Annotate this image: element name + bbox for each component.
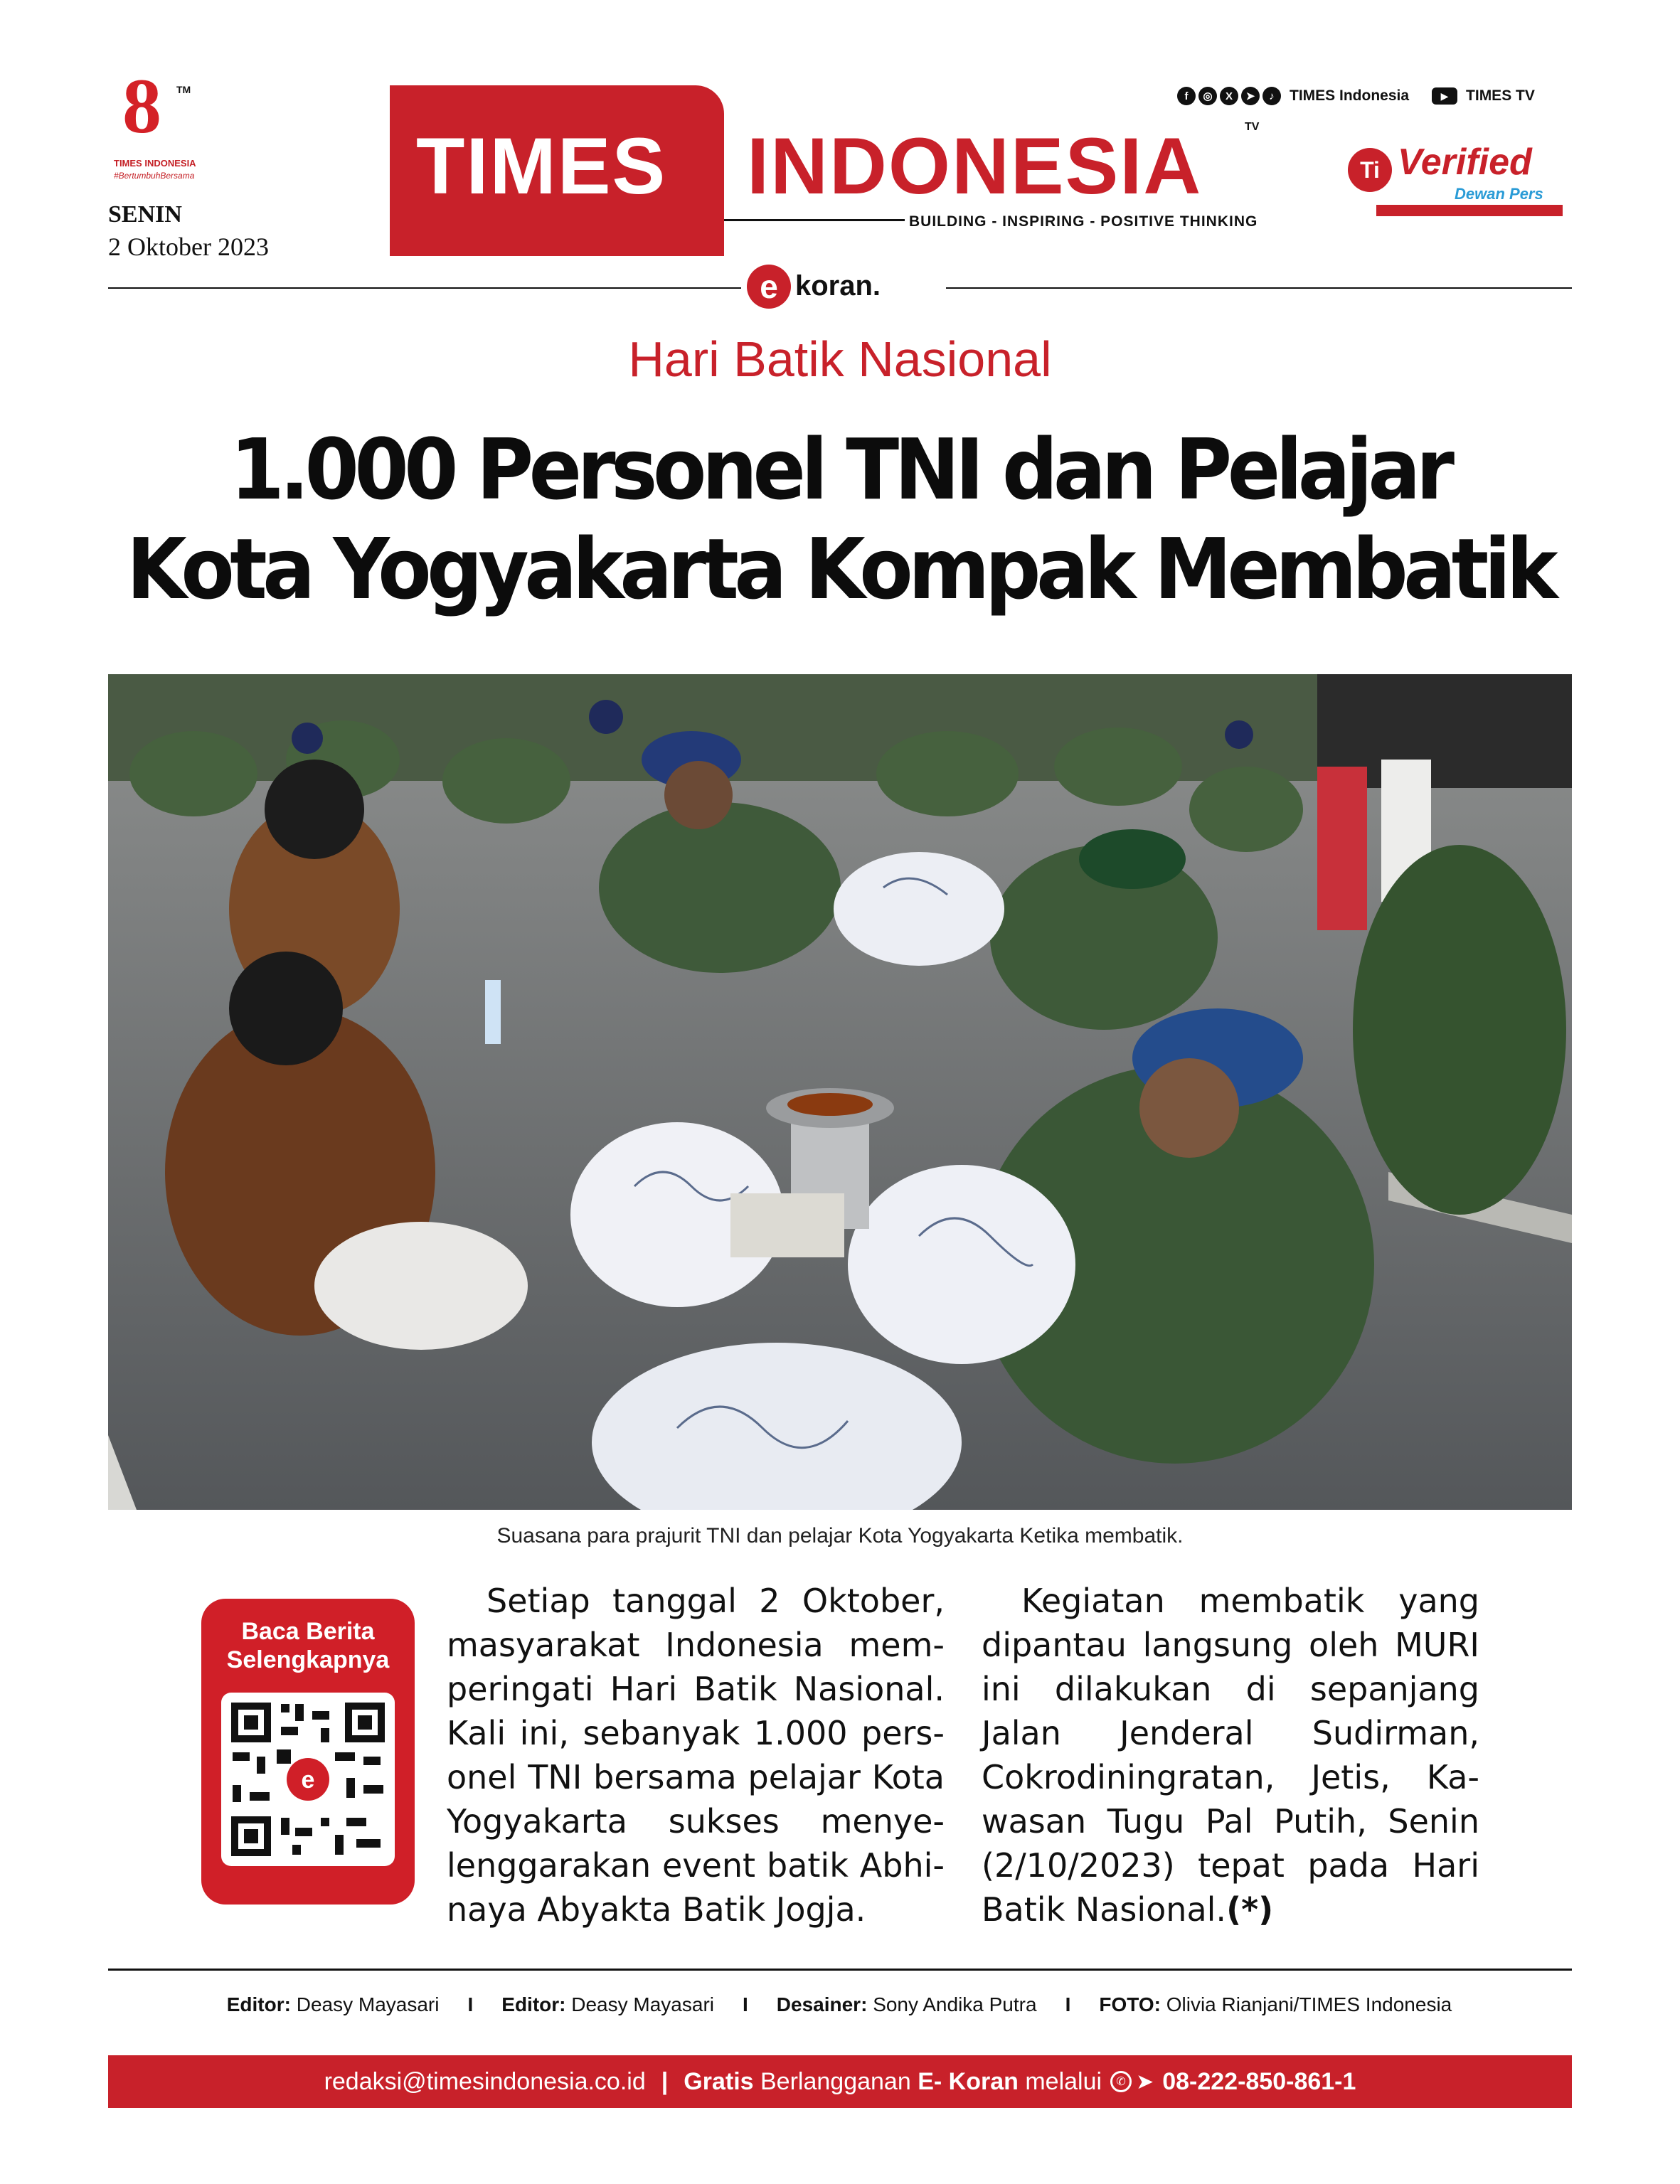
ekoran-word: koran. — [795, 270, 881, 302]
qr-code[interactable] — [221, 1693, 395, 1866]
qr-title-line-2: Selengkapnya — [226, 1646, 390, 1673]
ekoran-label: E- Koran — [918, 2067, 1019, 2095]
issue-day: SENIN — [108, 201, 182, 228]
youtube-icon[interactable]: ▶ — [1432, 87, 1457, 105]
issue-date: 2 Oktober 2023 — [108, 233, 269, 261]
photo-illustration — [108, 674, 1572, 1510]
times-tv-label[interactable]: TIMES TV — [1466, 87, 1535, 104]
contact-phone[interactable]: 08-222-850-861-1 — [1162, 2067, 1356, 2095]
main-photo — [108, 674, 1572, 1510]
trademark-mark: TM — [176, 84, 191, 95]
body-column-2-text: Kegiatan membatik yang dipantau langsung oleh MURI ini dilakukan di sepanjang Jalan Jenderal Sudirman, Cokrodiningratan, Jetis, Kawasan Tugu Pal Putih, Senin (2/10/2023) tepat pada Hari Batik Nasional. — [982, 1582, 1479, 1929]
footer-rule — [108, 1969, 1572, 1971]
contact-email[interactable]: redaksi@timesindonesia.co.id — [324, 2067, 646, 2095]
end-mark: (*) — [1226, 1890, 1274, 1929]
anniversary-logo — [107, 63, 228, 186]
svg-text:e: e — [301, 1767, 315, 1794]
gratis-label: Gratis — [684, 2067, 754, 2095]
divider-left — [108, 287, 741, 289]
ekoran-logo: e — [747, 265, 791, 309]
anniversary-brand: TIMES INDONESIA — [114, 158, 196, 169]
body-column-2 — [982, 1579, 1479, 1932]
subscription-bar — [108, 2055, 1572, 2108]
headline — [59, 420, 1622, 619]
verified-badge — [1348, 142, 1568, 220]
credit-designer: Desainer: Sony Andika Putra — [776, 1993, 1037, 2015]
credit-separator: I — [743, 1993, 748, 2015]
telegram-icon[interactable]: ➤ — [1136, 2070, 1154, 2094]
divider-right — [946, 287, 1572, 289]
credit-separator: I — [1065, 1993, 1071, 2015]
bar-divider: | — [661, 2067, 669, 2095]
kicker: Hari Batik Nasional — [628, 331, 1052, 387]
facebook-icon[interactable]: f — [1177, 87, 1196, 105]
credit-photo: FOTO: Olivia Rianjani/TIMES Indonesia — [1099, 1993, 1452, 2015]
credits-row — [107, 1993, 1572, 2016]
qr-title-line-1: Baca Berita — [241, 1618, 375, 1645]
x-icon[interactable]: X — [1220, 87, 1238, 105]
masthead-times: TIMES — [416, 122, 667, 211]
tiktok-icon[interactable]: ♪ — [1262, 87, 1281, 105]
anniversary-number: 8 — [122, 63, 161, 149]
headline-line-1: 1.000 Personel TNI dan Pelajar — [230, 420, 1450, 518]
verified-sub: Dewan Pers — [1455, 185, 1543, 203]
credit-editor-2: Editor: Deasy Mayasari — [501, 1993, 714, 2015]
photo-caption: Suasana para prajurit TNI dan pelajar Kota Yogyakarta Ketika membatik. — [496, 1524, 1184, 1548]
credit-editor-1: Editor: Deasy Mayasari — [226, 1993, 440, 2015]
instagram-icon[interactable]: ◎ — [1198, 87, 1217, 105]
berlangganan-label: Berlangganan — [760, 2067, 911, 2095]
social-row — [1177, 84, 1555, 108]
headline-line-2: Kota Yogyakarta Kompak Membatik — [126, 520, 1554, 618]
masthead-indonesia: INDONESIA — [747, 122, 1203, 211]
masthead-tv-mark: TV — [1245, 121, 1260, 133]
verified-word: Verified — [1398, 142, 1532, 183]
anniversary-slogan: #BertumbuhBersama — [114, 171, 195, 181]
body-column-1: Setiap tanggal 2 Oktober, masyarakat Indonesia memperingati Hari Batik Nasional. Kali ini, sebanyak 1.000 personel TNI bersama pelajar Kota Yogyakarta sukses menyelenggarakan event batik Abhinaya Abyakta Batik Jogja. — [447, 1582, 945, 1929]
qr-code-graphic — [221, 1693, 395, 1866]
telegram-icon[interactable]: ➤ — [1241, 87, 1260, 105]
melalui-label: melalui — [1025, 2067, 1102, 2095]
social-label[interactable]: TIMES Indonesia — [1290, 87, 1410, 104]
masthead-tagline: BUILDING - INSPIRING - POSITIVE THINKING — [905, 213, 1262, 230]
verified-bar — [1376, 205, 1563, 216]
whatsapp-icon[interactable]: ✆ — [1110, 2071, 1132, 2092]
ti-logo: Ti — [1348, 148, 1392, 192]
qr-card[interactable] — [201, 1599, 415, 1905]
credit-separator: I — [467, 1993, 474, 2015]
qr-title — [201, 1617, 415, 1674]
